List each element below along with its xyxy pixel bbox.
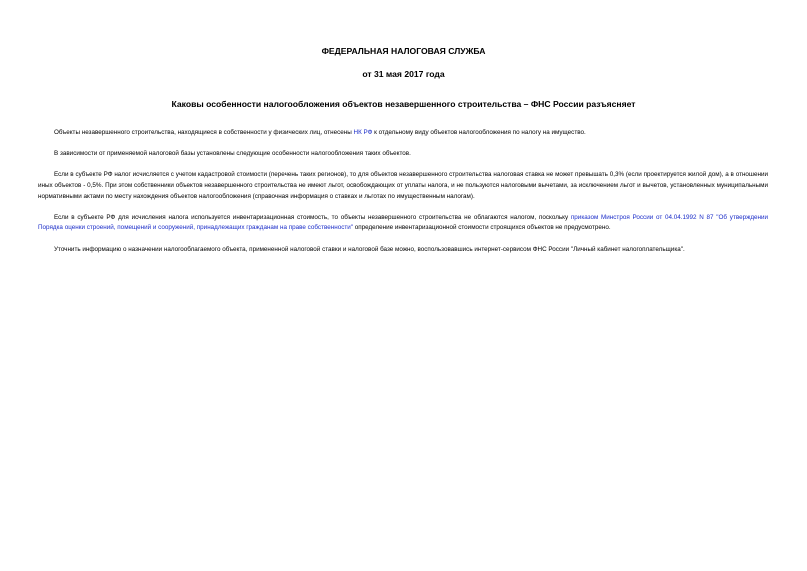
document-body bbox=[38, 128, 768, 266]
paragraph-4-text-end: определение инвентаризационной стоимости строящихся объектов не предусмотрено. bbox=[352, 224, 611, 232]
document-title: Каковы особенности налогообложения объектов незавершенного строительства – ФНС России разъясняет bbox=[171, 99, 636, 109]
paragraph-4-text-start: Если в субъекте РФ для исчисления налога используется инвентаризационная стоимость, то объекты незавершенного строительства не облагаются налогом, поскольку bbox=[54, 213, 571, 221]
paragraph-1-text-start: Объекты незавершенного строительства, находящиеся в собственности у физических лиц, отнесены bbox=[54, 129, 354, 136]
paragraph-4 bbox=[38, 213, 768, 234]
document-date: от 31 мая 2017 года bbox=[362, 69, 445, 79]
paragraph-3: Если в субъекте РФ налог исчисляется с учетом кадастровой стоимости (перечень таких регионов), то для объектов незавершенного строительства налоговая ставка не может превышать 0,3% (если проектируется жилой дом), а в отношении иных объектов - 0,5%. При этом собственники объектов незавершенного строительства не имеют льгот, освобождающих от уплаты налога, и не пользуются налоговыми вычетами, за исключением льгот и вычетов, установленных муниципальными нормативными актами по месту нахождения объектов налогообложения (справочная информация о ставках и льготах по имущественным налогам). bbox=[38, 171, 768, 200]
paragraph-1-text-end: к отдельному виду объектов налогообложения по налогу на имущество. bbox=[372, 129, 586, 136]
paragraph-2: В зависимости от применяемой налоговой базы установлены следующие особенности налогообложения таких объектов. bbox=[54, 150, 411, 158]
ministry-order-link[interactable]: приказом Минстроя России от 04.04.1992 N 87 "Об утверждении Порядка оценки строений, помещений и сооружений, принадлежащих гражданам на праве собственности" bbox=[38, 213, 769, 232]
paragraph-1 bbox=[38, 128, 768, 139]
paragraph-5: Уточнить информацию о назначении налогооблагаемого объекта, примененной налоговой ставки и налоговой базе можно, воспользовавшись интернет-сервисом ФНС России "Личный кабинет налогоплательщика". bbox=[54, 245, 685, 253]
agency-name: ФЕДЕРАЛЬНАЯ НАЛОГОВАЯ СЛУЖБА bbox=[321, 46, 486, 56]
tax-code-link[interactable]: НК РФ bbox=[353, 129, 373, 136]
